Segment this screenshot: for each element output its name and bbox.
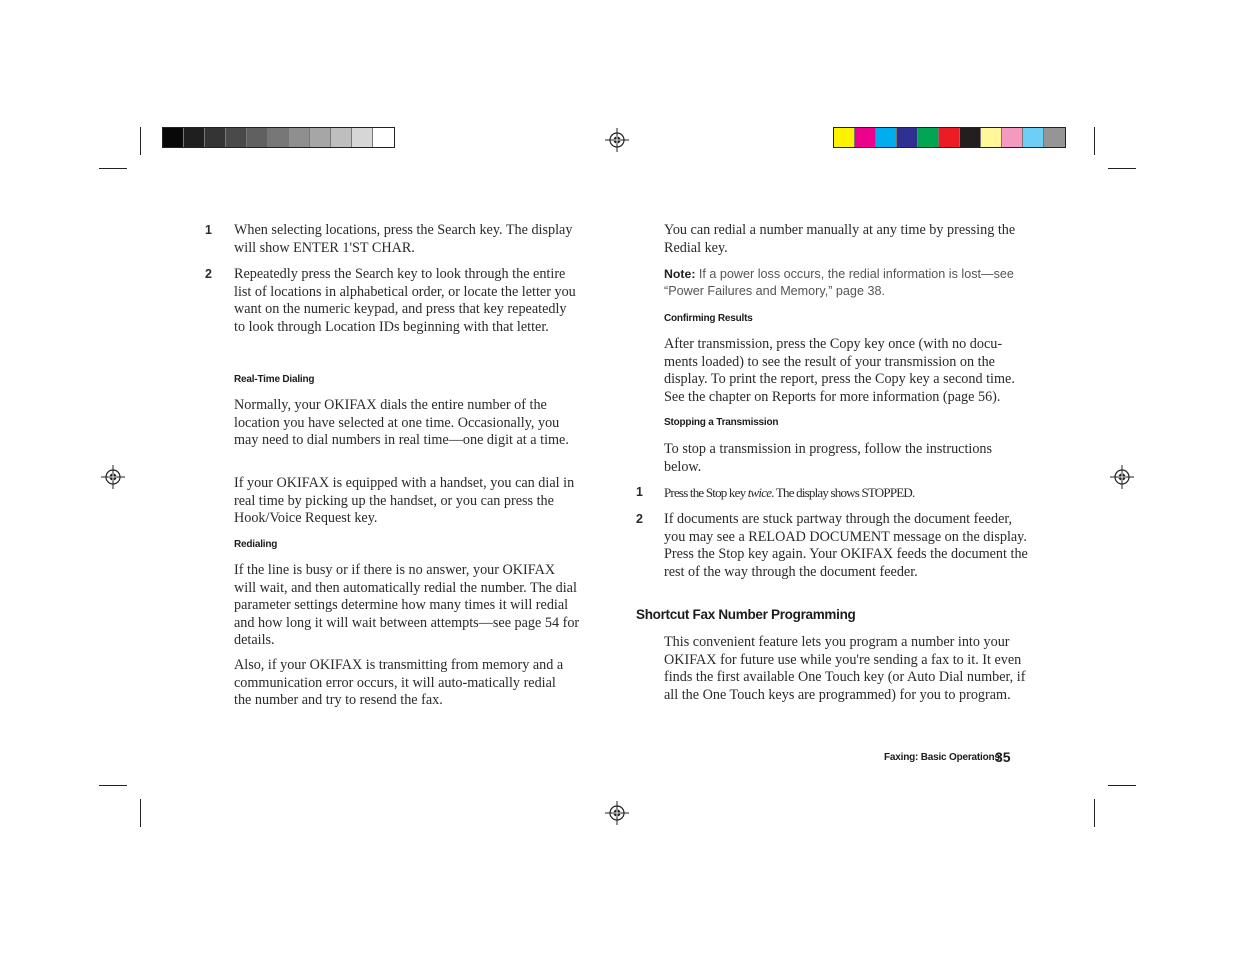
color-swatch	[960, 128, 981, 147]
paragraph: Normally, your OKIFAX dials the entire number of the location you have selected at one time. Occasionally, you may need to dial numbers in real time—one digit at a time.	[234, 397, 569, 448]
crop-mark	[99, 168, 127, 169]
grayscale-color-bar	[162, 127, 395, 148]
color-swatch	[226, 128, 247, 147]
paragraph: If the line is busy or if there is no answer, your OKIFAX will wait, and then automatically redial the number. The dial parameter settings determine how many times it will redial and how long it will wait between attempts—see page 54 for details.	[234, 562, 580, 648]
registration-mark-icon	[605, 128, 629, 152]
step-text-part: . The display shows STOPPED.	[771, 485, 915, 500]
note-text: If a power loss occurs, the redial information is lost—see “Power Failures and Memory,” page 38.	[664, 267, 1014, 298]
step-text: If documents are stuck partway through the document feeder, you may see a RELOAD DOCUMENT message on the display. Press the Stop key again. Your OKIFAX feeds the document the rest of the way through the document feeder.	[664, 511, 1028, 580]
note	[664, 266, 1028, 300]
color-swatch	[834, 128, 855, 147]
process-color-bar	[833, 127, 1066, 148]
step-text: Repeatedly press the Search key to look through the entire list of locations in alphabetical order, or locate the letter you want on the numeric keypad, and press that key repeatedly to look through Location IDs beginning with that letter.	[234, 266, 576, 335]
registration-mark-icon	[1110, 465, 1134, 489]
color-swatch	[268, 128, 289, 147]
step-number: 1	[636, 485, 643, 499]
paragraph: To stop a transmission in progress, follow the instructions below.	[664, 441, 993, 475]
page-number: 35	[995, 749, 1011, 765]
color-swatch	[1002, 128, 1023, 147]
paragraph: You can redial a number manually at any time by pressing the Redial key.	[664, 222, 1016, 256]
color-swatch	[205, 128, 226, 147]
registration-mark-icon	[101, 465, 125, 489]
crop-mark	[99, 785, 127, 786]
color-swatch	[918, 128, 939, 147]
paragraph: After transmission, press the Copy key once (with no docu-ments loaded) to see the result of your transmission on the display. To print the report, press the Copy key a second time. See the chapter on Reports for more information (page 56).	[664, 336, 1015, 405]
subheading: Stopping a Transmission	[664, 417, 779, 428]
step-text	[664, 484, 1032, 502]
section-heading: Shortcut Fax Number Programming	[636, 607, 856, 622]
step-number: 1	[205, 223, 212, 237]
crop-mark	[1108, 168, 1136, 169]
step-number: 2	[205, 267, 212, 281]
color-swatch	[1023, 128, 1044, 147]
paragraph: This convenient feature lets you program a number into your OKIFAX for future use while you're sending a fax to it. It even finds the first available One Touch key (or Auto Dial number, if all the One Touch keys are programmed) for you to program.	[664, 634, 1026, 703]
step-text-part: Press the Stop key	[664, 485, 748, 500]
crop-mark	[1108, 785, 1136, 786]
color-swatch	[310, 128, 331, 147]
registration-mark-icon	[605, 801, 629, 825]
color-swatch	[373, 128, 394, 147]
crop-mark	[140, 127, 141, 155]
crop-mark	[140, 799, 141, 827]
color-swatch	[1044, 128, 1065, 147]
crop-mark	[1094, 799, 1095, 827]
color-swatch	[163, 128, 184, 147]
step-text-emphasis: twice	[747, 485, 772, 500]
paragraph: Also, if your OKIFAX is transmitting from memory and a communication error occurs, it will auto-matically redial the number and try to resend the fax.	[234, 657, 564, 708]
subheading: Confirming Results	[664, 313, 753, 324]
paragraph: If your OKIFAX is equipped with a handset, you can dial in real time by picking up the handset, or you can press the Hook/Voice Request key.	[234, 475, 575, 526]
color-swatch	[855, 128, 876, 147]
color-swatch	[352, 128, 373, 147]
color-swatch	[939, 128, 960, 147]
step-number: 2	[636, 512, 643, 526]
subheading: Real-Time Dialing	[234, 374, 315, 385]
color-swatch	[876, 128, 897, 147]
color-swatch	[331, 128, 352, 147]
color-swatch	[247, 128, 268, 147]
color-swatch	[981, 128, 1002, 147]
color-swatch	[289, 128, 310, 147]
subheading: Redialing	[234, 539, 278, 550]
running-footer: Faxing: Basic Operations	[884, 752, 1000, 763]
crop-mark	[1094, 127, 1095, 155]
color-swatch	[897, 128, 918, 147]
color-swatch	[184, 128, 205, 147]
step-text: When selecting locations, press the Search key. The display will show ENTER 1'ST CHAR.	[234, 222, 573, 256]
note-label: Note:	[664, 267, 696, 281]
